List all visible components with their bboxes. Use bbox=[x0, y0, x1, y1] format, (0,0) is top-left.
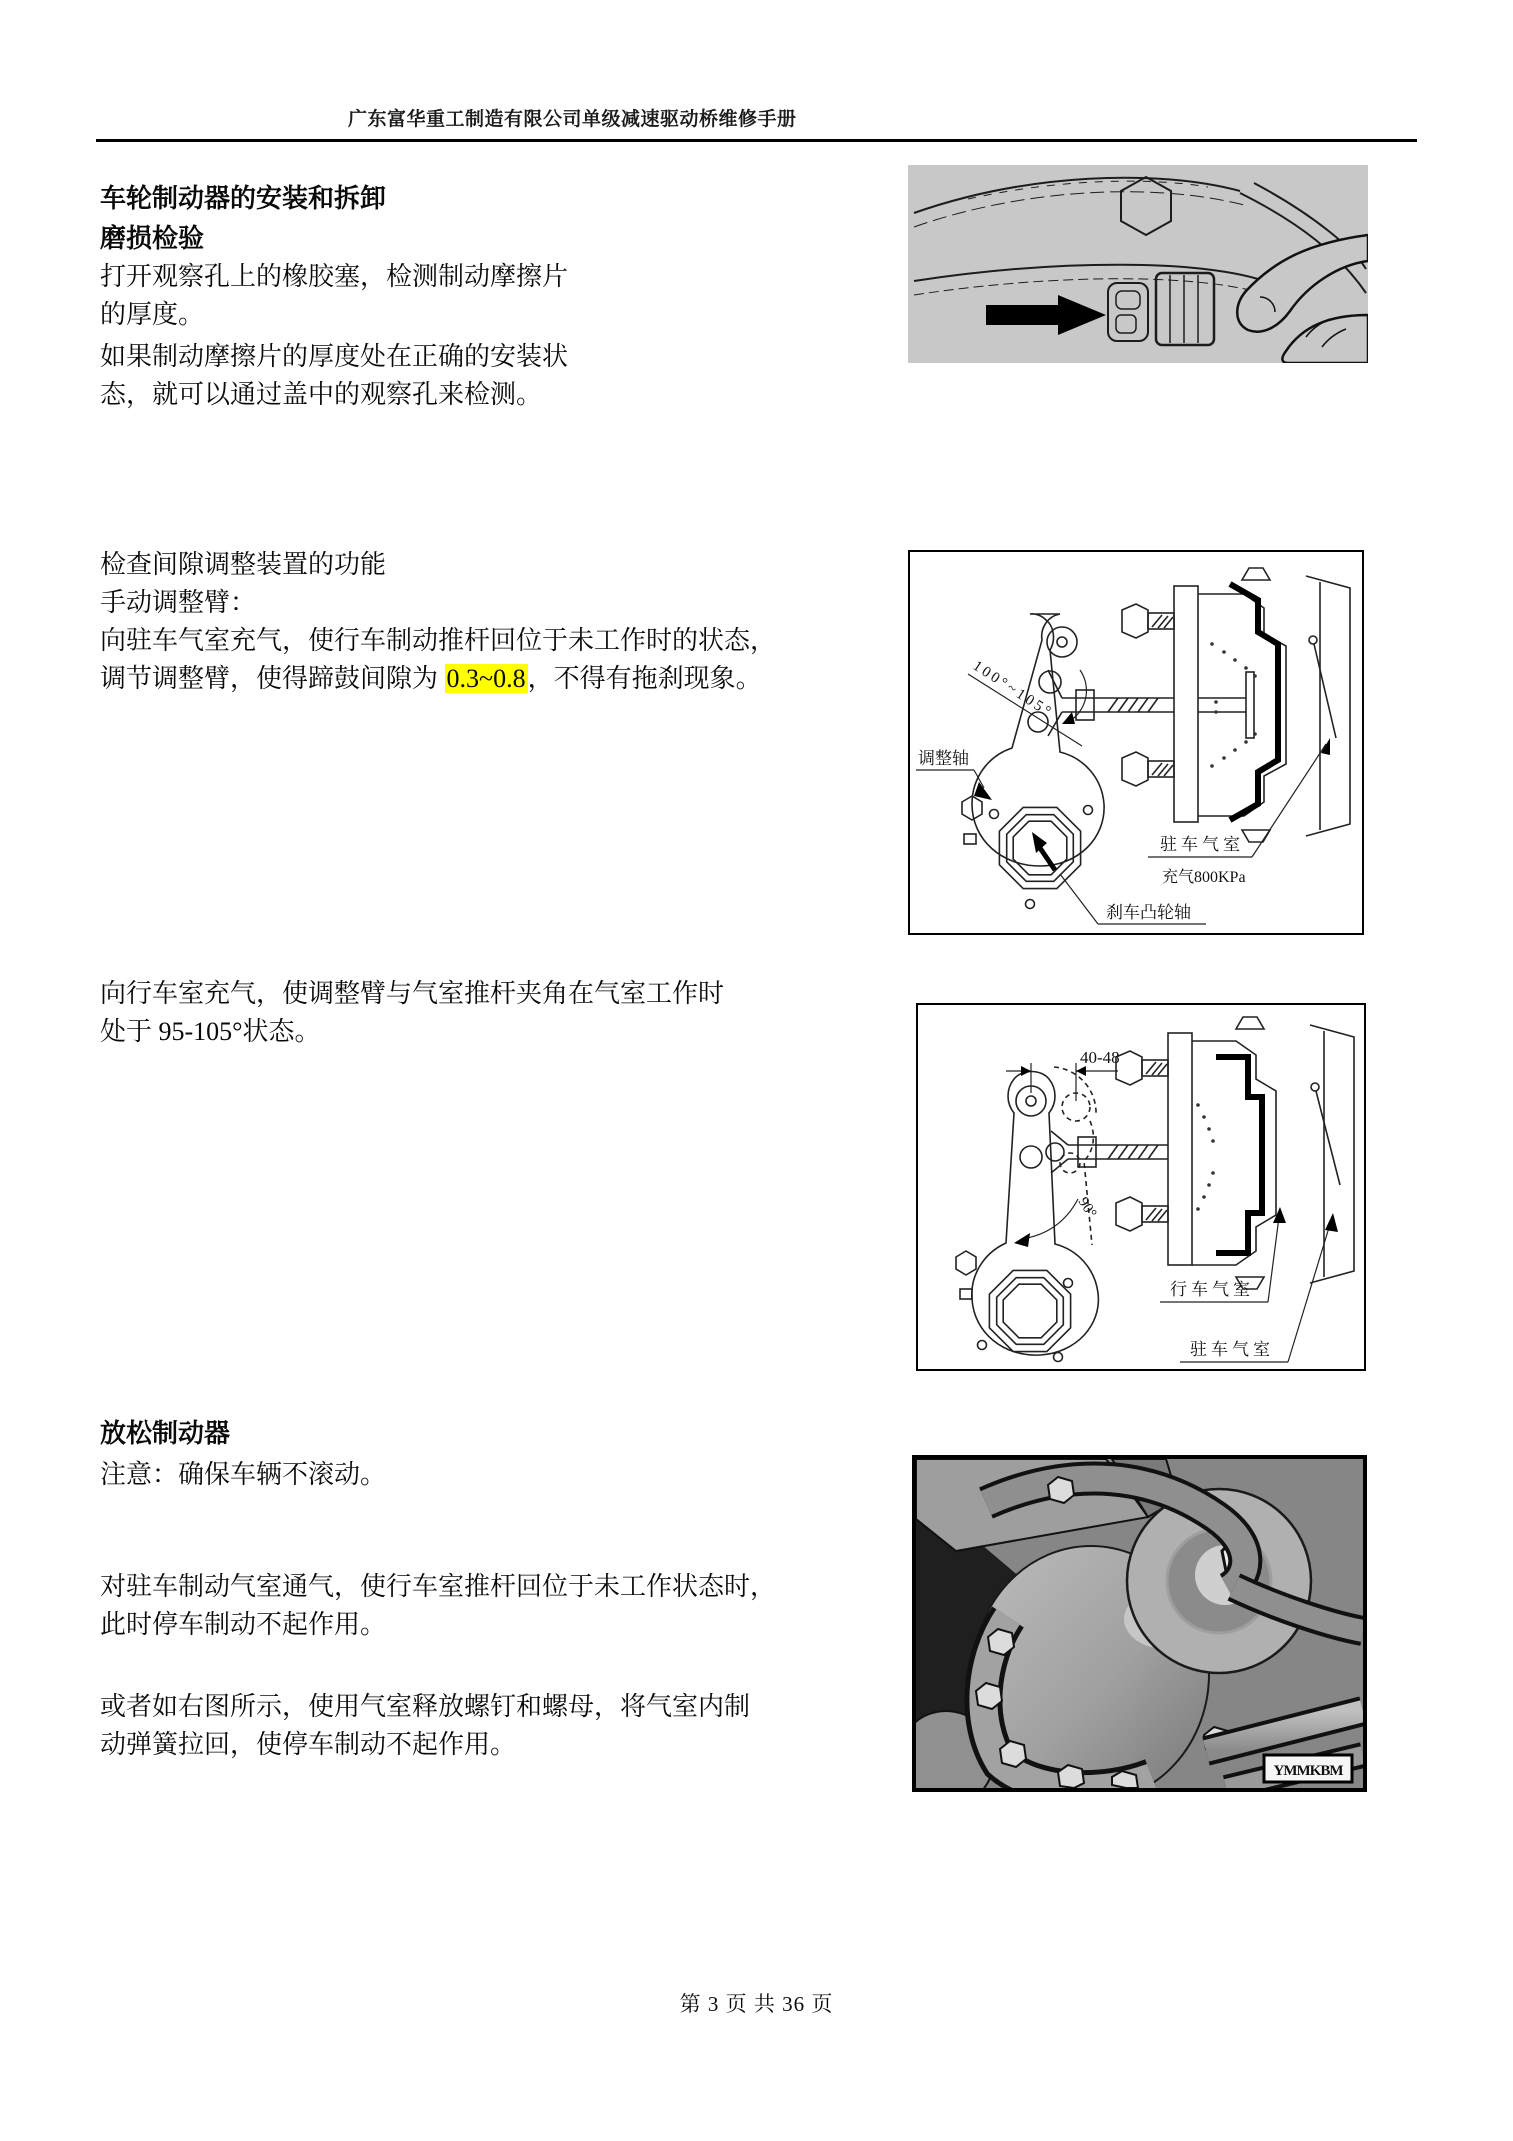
page-number-footer: 第 3 页 共 36 页 bbox=[679, 1992, 834, 2016]
text-line: 打开观察孔上的橡胶塞，检测制动摩擦片 bbox=[100, 262, 569, 291]
text-line: 动弹簧拉回，使停车制动不起作用。 bbox=[100, 1730, 517, 1759]
paragraph-wear-2 bbox=[100, 338, 568, 414]
text-line: 的厚度。 bbox=[100, 300, 205, 329]
label-dim-40-48: 40-48 bbox=[1080, 1048, 1120, 1067]
section-heading-wear-check: 磨损检验 bbox=[100, 224, 205, 253]
label-angle-90: 90° bbox=[1074, 1194, 1100, 1221]
watermark-box bbox=[1264, 1755, 1352, 1782]
watermark-text: YMMKBM bbox=[1273, 1763, 1343, 1779]
label-angle-100-105: 100°~105° bbox=[969, 657, 1056, 722]
figure-parking-chamber-diagram bbox=[908, 550, 1364, 935]
paragraph-release-2 bbox=[100, 1688, 750, 1764]
text-segment: ，不得有拖刹现象。 bbox=[527, 664, 762, 693]
paragraph-angle bbox=[100, 975, 724, 1051]
text-line: 检查间隙调整装置的功能 bbox=[100, 550, 387, 579]
paragraph-wear-1 bbox=[100, 258, 568, 334]
text-line: 手动调整臂： bbox=[100, 588, 257, 617]
label-adjust-shaft: 调整轴 bbox=[918, 749, 969, 768]
label-service-chamber: 行车气室 bbox=[1170, 1280, 1254, 1299]
text-line: 向行车室充气，使调整臂与气室推杆夹角在气室工作时 bbox=[100, 979, 725, 1008]
paragraph-release-1 bbox=[100, 1568, 776, 1644]
figure-service-chamber-diagram bbox=[916, 1003, 1366, 1371]
text-line: 处于 95-105°状态。 bbox=[100, 1017, 321, 1046]
figure-inspection-hole bbox=[908, 165, 1368, 363]
text-line: 此时停车制动不起作用。 bbox=[100, 1610, 387, 1639]
parking-chamber-drawing bbox=[910, 552, 1362, 933]
text-line: 向驻车气室充气，使行车制动推杆回位于未工作时的状态， bbox=[100, 626, 777, 655]
black-arrow bbox=[986, 295, 1106, 335]
paragraph-clearance bbox=[100, 546, 776, 698]
section-heading-wheel-brake: 车轮制动器的安装和拆卸 bbox=[100, 184, 387, 213]
spring-dots bbox=[1210, 642, 1257, 768]
label-parking-chamber: 驻车气室 bbox=[1190, 1340, 1274, 1359]
text-line: 或者如右图所示，使用气室释放螺钉和螺母，将气室内制 bbox=[100, 1692, 751, 1721]
text-segment: 调节调整臂，使得蹄鼓间隙为 bbox=[100, 664, 445, 693]
text-line: 对驻车制动气室通气，使行车室推杆回位于未工作状态时， bbox=[100, 1572, 777, 1601]
text-line: 态，就可以通过盖中的观察孔来检测。 bbox=[100, 380, 543, 409]
label-pressure: 充气800KPa bbox=[1162, 869, 1246, 886]
header-rule bbox=[96, 139, 1417, 142]
text-line bbox=[100, 660, 776, 698]
note-line: 注意：确保车辆不滚动。 bbox=[100, 1460, 387, 1489]
section-heading-release-brake: 放松制动器 bbox=[100, 1419, 231, 1448]
page-header-title: 广东富华重工制造有限公司单级减速驱动桥维修手册 bbox=[348, 109, 797, 130]
clearance-highlight: 0.3~0.8 bbox=[446, 664, 526, 693]
figure-brake-chamber-render bbox=[912, 1455, 1367, 1792]
text-line: 如果制动摩擦片的厚度处在正确的安装状 bbox=[100, 342, 569, 371]
label-cam-shaft: 刹车凸轮轴 bbox=[1106, 903, 1191, 922]
label-parking-chamber: 驻车气室 bbox=[1160, 835, 1244, 854]
service-chamber-drawing bbox=[918, 1005, 1364, 1369]
inspection-hole-drawing bbox=[908, 165, 1368, 363]
pointing-hand-drawing bbox=[1237, 235, 1368, 363]
spring-dots bbox=[1196, 1103, 1215, 1211]
brake-chamber-render-drawing bbox=[916, 1459, 1363, 1788]
